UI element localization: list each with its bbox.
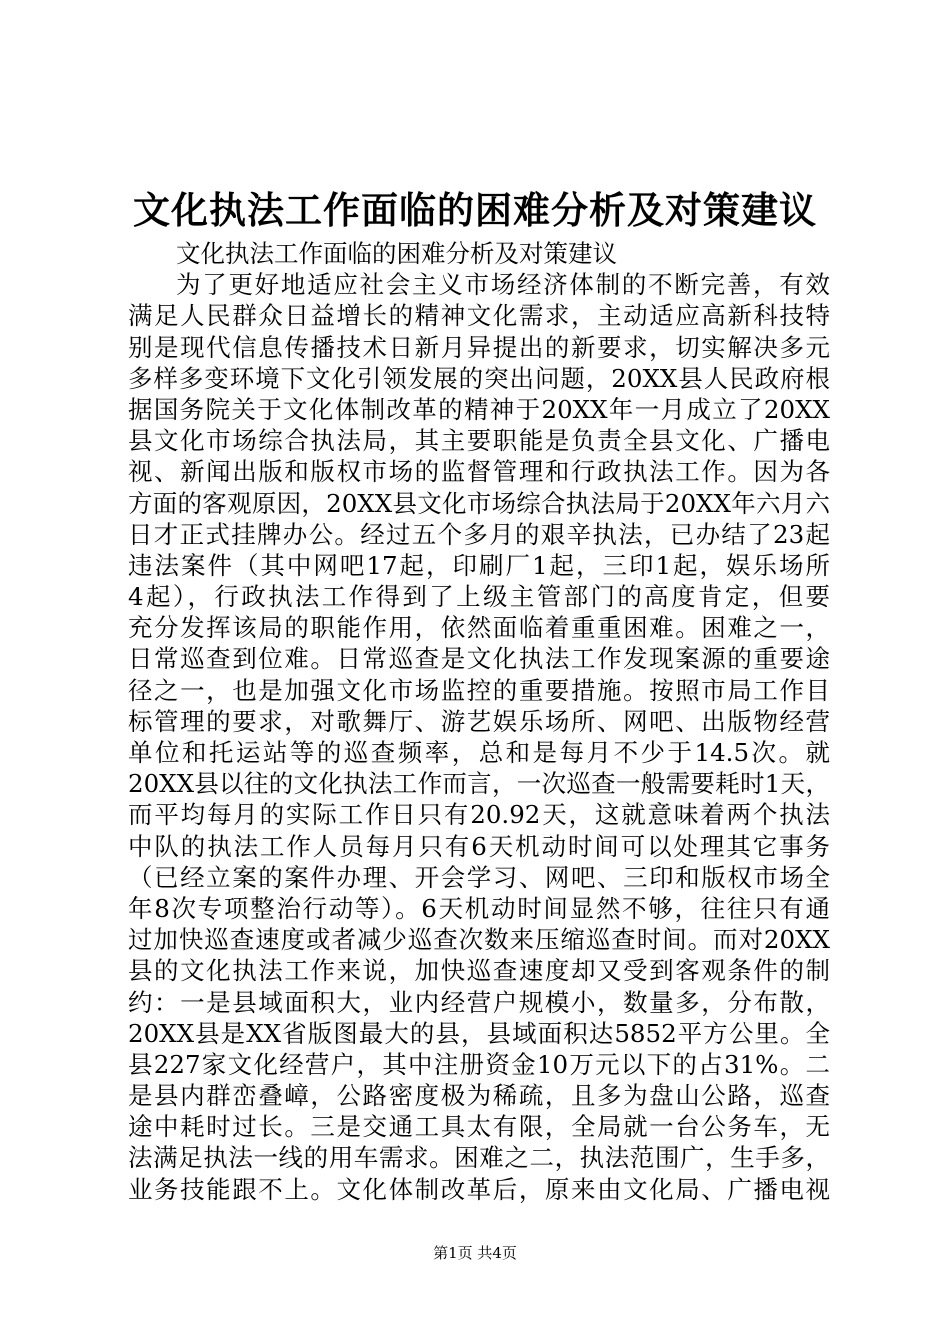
body-line: 满足人民群众日益增长的精神文化需求，主动适应高新科技特: [128, 301, 830, 331]
body-line: 文化执法工作面临的困难分析及对策建议: [176, 239, 617, 268]
body-line: 中队的执法工作人员每月只有6天机动时间可以处理其它事务: [128, 831, 830, 861]
body-line: 为了更好地适应社会主义市场经济体制的不断完善，有效: [176, 270, 830, 300]
body-line: 20XX县是XX省版图最大的县，县域面积达5852平方公里。全: [128, 1018, 830, 1048]
body-line: 是县内群峦叠嶂，公路密度极为稀疏，且多为盘山公路，巡查: [128, 1081, 830, 1111]
body-line: 约：一是县域面积大，业内经营户规模小，数量多，分布散，: [128, 987, 830, 1017]
body-line: 县的文化执法工作来说，加快巡查速度却又受到客观条件的制: [128, 956, 830, 986]
body-line: 过加快巡查速度或者减少巡查次数来压缩巡查时间。而对20XX: [128, 925, 830, 955]
body-line: 业务技能跟不上。文化体制改革后，原来由文化局、广播电视: [128, 1174, 830, 1204]
body-line: 而平均每月的实际工作日只有20.92天，这就意味着两个执法: [128, 800, 830, 830]
body-line: 法满足执法一线的用车需求。困难之二，执法范围广，生手多，: [128, 1143, 830, 1173]
body-line: 别是现代信息传播技术日新月异提出的新要求，切实解决多元: [128, 332, 830, 362]
body-line: 20XX县以往的文化执法工作而言，一次巡查一般需要耗时1天，: [128, 769, 830, 799]
body-line: 视、新闻出版和版权市场的监督管理和行政执法工作。因为各: [128, 457, 830, 487]
body-line: 充分发挥该局的职能作用，依然面临着重重困难。困难之一，: [128, 613, 830, 643]
body-line: 径之一，也是加强文化市场监控的重要措施。按照市局工作目: [128, 675, 830, 705]
body-line: 多样多变环境下文化引领发展的突出问题，20XX县人民政府根: [128, 363, 830, 393]
body-line: 方面的客观原因，20XX县文化市场综合执法局于20XX年六月六: [128, 488, 830, 518]
body-line: 单位和托运站等的巡查频率，总和是每月不少于14.5次。就: [128, 738, 830, 767]
body-line: 日常巡查到位难。日常巡查是文化执法工作发现案源的重要途: [128, 644, 830, 674]
body-line: （已经立案的案件办理、开会学习、网吧、三印和版权市场全: [128, 862, 830, 892]
body-line: 日才正式挂牌办公。经过五个多月的艰辛执法，已办结了23起: [128, 519, 830, 549]
body-line: 标管理的要求，对歌舞厅、游艺娱乐场所、网吧、出版物经营: [128, 706, 830, 736]
document-title: 文化执法工作面临的困难分析及对策建议: [133, 188, 817, 232]
page-footer: 第1页 共4页: [433, 1244, 517, 1262]
body-line: 途中耗时过长。三是交通工具太有限，全局就一台公务车，无: [128, 1112, 830, 1142]
body-line: 4起），行政执法工作得到了上级主管部门的高度肯定，但要: [128, 582, 830, 612]
body-line: 违法案件（其中网吧17起，印刷厂1起，三印1起，娱乐场所: [128, 550, 830, 580]
document-body: [128, 238, 830, 1205]
body-line: 县文化市场综合执法局，其主要职能是负责全县文化、广播电: [128, 426, 830, 456]
body-line: 年8次专项整治行动等）。6天机动时间显然不够，往往只有通: [128, 893, 830, 923]
body-line: 县227家文化经营户，其中注册资金10万元以下的占31%。二: [128, 1049, 830, 1079]
body-line: 据国务院关于文化体制改革的精神于20XX年一月成立了20XX: [128, 394, 830, 424]
